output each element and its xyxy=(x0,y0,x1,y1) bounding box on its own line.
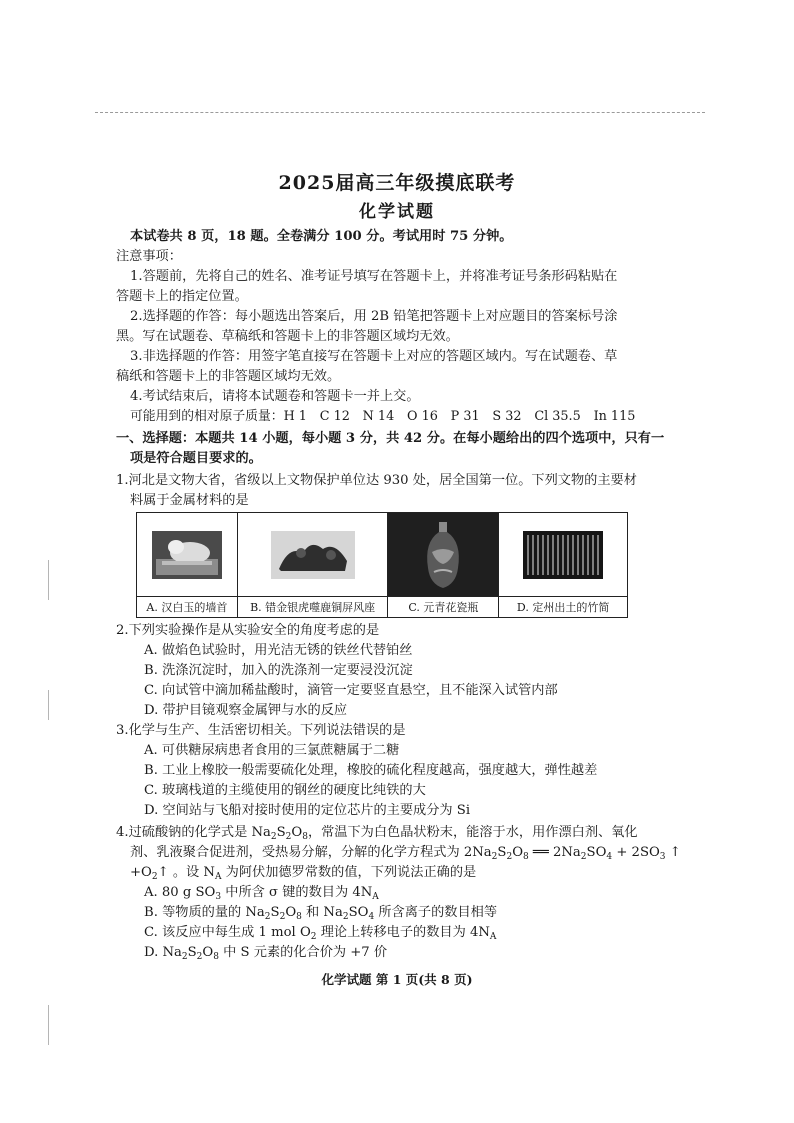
q3-stem: 3.化学与生产、生活密切相关。下列说法错误的是 xyxy=(116,723,406,738)
exam-title: 2025届高三年级摸底联考 xyxy=(278,172,516,194)
q1-option-a-cell xyxy=(137,513,238,617)
exam-subtitle: 化学试题 xyxy=(359,202,435,222)
q3-option-a: A. 可供糖尿病患者食用的三氯蔗糖属于二糖 xyxy=(144,743,400,758)
exam-summary: 本试卷共 8 页，18 题。全卷满分 100 分。考试用时 75 分钟。 xyxy=(130,229,513,244)
porcelain-vase-image xyxy=(388,513,498,597)
q2-option-a: A. 做焰色试验时，用光洁无锈的铁丝代替铂丝 xyxy=(144,643,413,658)
notice-2a: 2.选择题的作答：每小题选出答案后，用 2B 铅笔把答题卡上对应题目的答案标号涂 xyxy=(130,309,618,324)
notice-2b: 黑。写在试题卷、草稿纸和答题卡上的非答题区域均无效。 xyxy=(116,329,459,344)
q2-option-d: D. 带护目镜观察金属钾与水的反应 xyxy=(144,703,348,718)
q1-option-d-caption: D. 定州出土的竹简 xyxy=(516,601,610,614)
notice-4: 4.考试结束后，请将本试题卷和答题卡一并上交。 xyxy=(130,389,420,404)
q1-option-b-caption: B. 错金银虎噬鹿铜屏风座 xyxy=(250,601,376,614)
q1-option-c-cell xyxy=(388,513,499,617)
q3-option-c: C. 玻璃栈道的主缆使用的钢丝的硬度比纯铁的大 xyxy=(144,783,426,798)
scan-edge-mark xyxy=(48,690,49,720)
notice-1b: 答题卡上的指定位置。 xyxy=(116,289,248,304)
q4-stem-line1: 4.过硫酸钠的化学式是 $Na_2S_2O_8$，常温下为白色晶状粉末，能溶于水，用作漂白剂、氧化 xyxy=(116,825,638,842)
scan-edge-mark xyxy=(48,560,49,600)
atomic-masses: 可能用到的相对原子质量：H 1 C 12 N 14 O 16 P 31 S 32 Cl 35.5 In 115 xyxy=(130,409,636,424)
notice-3b: 稿纸和答题卡上的非答题区域均无效。 xyxy=(116,369,341,384)
q1-option-c-caption: C. 元青花瓷瓶 xyxy=(408,601,479,614)
q1-option-d-cell xyxy=(499,513,627,617)
page-footer: 化学试题 第 1 页(共 8 页) xyxy=(321,972,473,987)
q1-figure-table xyxy=(136,512,628,618)
q4-stem-line2: 剂、乳液聚合促进剂，受热易分解，分解的化学方程式为 $2Na_2S_2O_8$ ══ $2Na_2SO_4 + 2SO_3$ ↑ xyxy=(130,845,681,862)
q2-option-b: B. 洗涤沉淀时，加入的洗涤剂一定要浸没沉淀 xyxy=(144,663,413,678)
q4-option-d: D. $Na_2S_2O_8$ 中 S 元素的化合价为 +7 价 xyxy=(144,945,388,962)
scan-artifact-line xyxy=(95,112,705,113)
q3-option-b: B. 工业上橡胶一般需要硫化处理，橡胶的硫化程度越高，强度越大，弹性越差 xyxy=(144,763,598,778)
q1-stem-line2: 料属于金属材料的是 xyxy=(130,493,249,508)
bronze-screen-base-image xyxy=(238,513,388,597)
section-heading-line1: 一、选择题：本题共 14 小题，每小题 3 分，共 42 分。在每小题给出的四个选项中，只有一 xyxy=(116,431,665,446)
q4-option-a: A. 80 g $SO_3$ 中所含 σ 键的数目为 $4N_A$ xyxy=(144,885,379,902)
q1-option-b-cell xyxy=(238,513,389,617)
notice-1a: 1.答题前，先将自己的姓名、准考证号填写在答题卡上，并将准考证号条形码粘贴在 xyxy=(130,269,618,284)
q4-stem-line3: $+O_2↑$ 。设 $N_A$ 为阿伏加德罗常数的值，下列说法正确的是 xyxy=(130,865,477,882)
jade-artifact-image xyxy=(137,513,237,597)
q4-option-c: C. 该反应中每生成 1 mol $O_2$ 理论上转移电子的数目为 $4N_A$ xyxy=(144,925,497,942)
bamboo-slips-image xyxy=(499,513,627,597)
q4-option-b: B. 等物质的量的 $Na_2S_2O_8$ 和 $Na_2SO_4$ 所含离子的数目相等 xyxy=(144,905,498,922)
section-heading-line2: 项是符合题目要求的。 xyxy=(130,451,262,466)
q2-stem: 2.下列实验操作是从实验安全的角度考虑的是 xyxy=(116,623,380,638)
q1-option-a-caption: A. 汉白玉的墙首 xyxy=(146,601,228,614)
notice-3a: 3.非选择题的作答：用签字笔直接写在答题卡上对应的答题区域内。写在试题卷、草 xyxy=(130,349,618,364)
q1-stem-line1: 1.河北是文物大省，省级以上文物保护单位达 930 处，居全国第一位。下列文物的主要材 xyxy=(116,473,637,488)
notice-label: 注意事项： xyxy=(116,249,182,264)
scan-edge-mark xyxy=(48,1005,49,1045)
q3-option-d: D. 空间站与飞船对接时使用的定位芯片的主要成分为 Si xyxy=(144,803,471,818)
q2-option-c: C. 向试管中滴加稀盐酸时，滴管一定要竖直悬空，且不能深入试管内部 xyxy=(144,683,558,698)
